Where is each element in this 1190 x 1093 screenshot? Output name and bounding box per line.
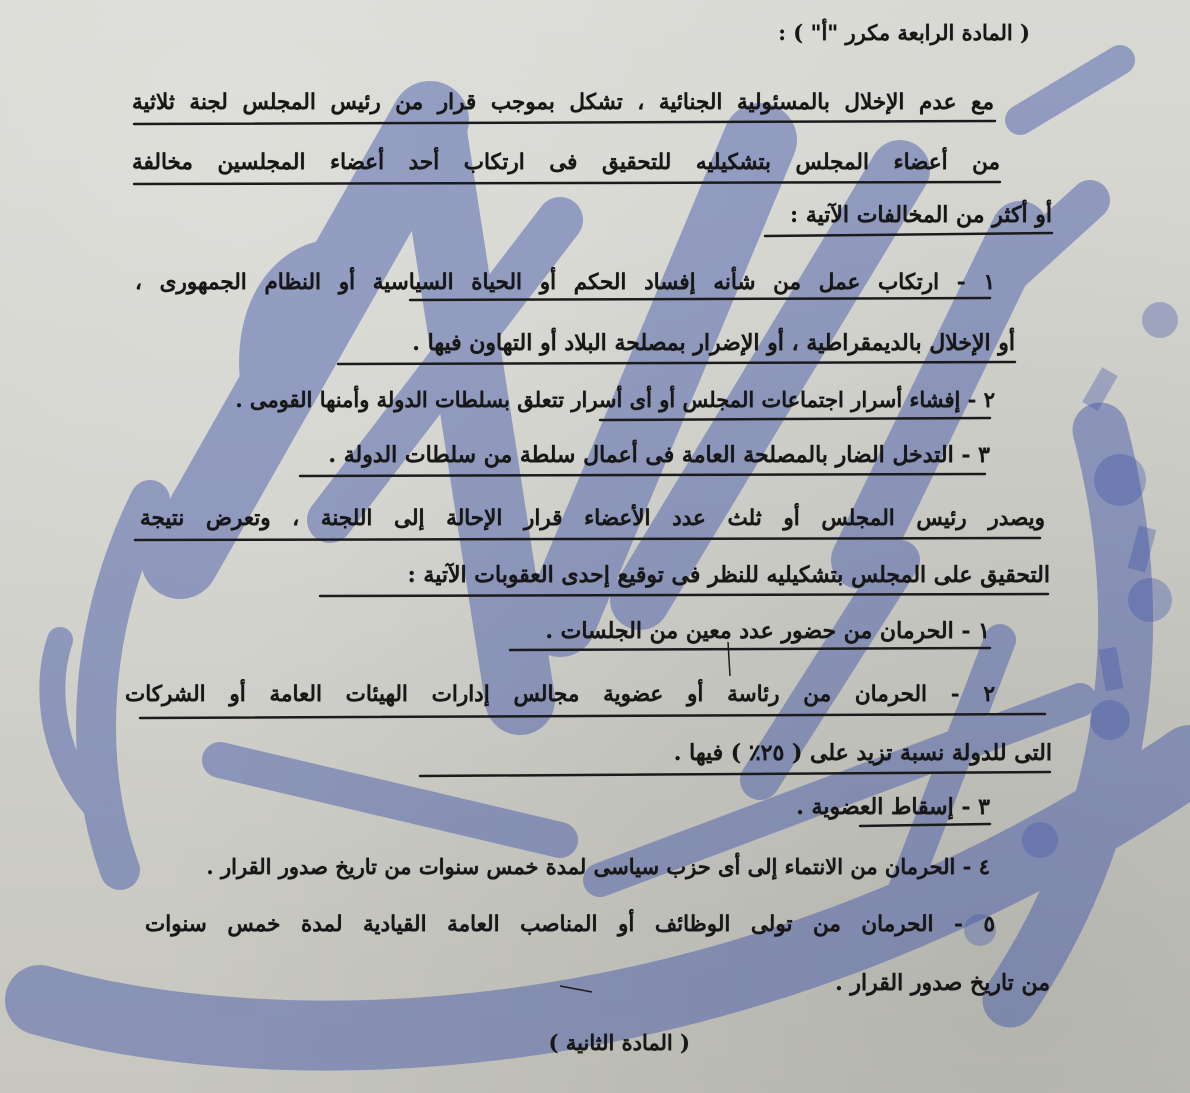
intro-line-3: أو أكثر من المخالفات الآتية : (790, 202, 1052, 228)
penalty-2-line-2: التى للدولة نسبة تزيد على ( ٢٥٪ ) فيها . (673, 740, 1052, 766)
penalty-5-line-2: من تاريخ صدور القرار . (835, 970, 1050, 996)
penalty-2-line-1: ٢ - الحرمان من رئاسة أو عضوية مجالس إدارات الهيئات العامة أو الشركات (125, 682, 995, 707)
article-heading: ( المادة الرابعة مكرر "أ" ) : (778, 20, 1030, 45)
referral-line-1: ويصدر رئيس المجلس أو ثلث عدد الأعضاء قرار الإحالة إلى اللجنة ، وتعرض نتيجة (140, 506, 1045, 531)
violation-3: ٣ - التدخل الضار بالمصلحة العامة فى أعمال سلطة من سلطات الدولة . (328, 442, 990, 468)
penalty-1: ١ - الحرمان من حضور عدد معين من الجلسات . (545, 618, 990, 644)
next-article-heading: ( المادة الثانية ) (548, 1030, 690, 1055)
intro-line-1: مع عدم الإخلال بالمسئولية الجنائية ، تشكل بموجب قرار من رئيس المجلس لجنة ثلاثية (132, 90, 994, 115)
penalty-4: ٤ - الحرمان من الانتماء إلى أى حزب سياسى لمدة خمس سنوات من تاريخ صدور القرار . (206, 854, 990, 879)
penalty-5-line-1: ٥ - الحرمان من تولى الوظائف أو المناصب العامة القيادية لمدة خمس سنوات (145, 912, 995, 937)
penalty-3: ٣ - إسقاط العضوية . (796, 794, 990, 820)
referral-line-2: التحقيق على المجلس بتشكيليه للنظر فى توقيع إحدى العقوبات الآتية : (407, 562, 1050, 588)
violation-2: ٢ - إفشاء أسرار اجتماعات المجلس أو أى أسرار تتعلق بسلطات الدولة وأمنها القومى . (235, 387, 995, 412)
violation-1-line-1: ١ - ارتكاب عمل من شأنه إفساد الحكم أو الحياة السياسية أو النظام الجمهورى ، (135, 270, 995, 295)
intro-line-2: من أعضاء المجلس بتشكيليه للتحقيق فى ارتكاب أحد أعضاء المجلسين مخالفة (132, 150, 1000, 175)
violation-1-line-2: أو الإخلال بالديمقراطية ، أو الإضرار بمصلحة البلاد أو التهاون فيها . (412, 330, 1015, 356)
